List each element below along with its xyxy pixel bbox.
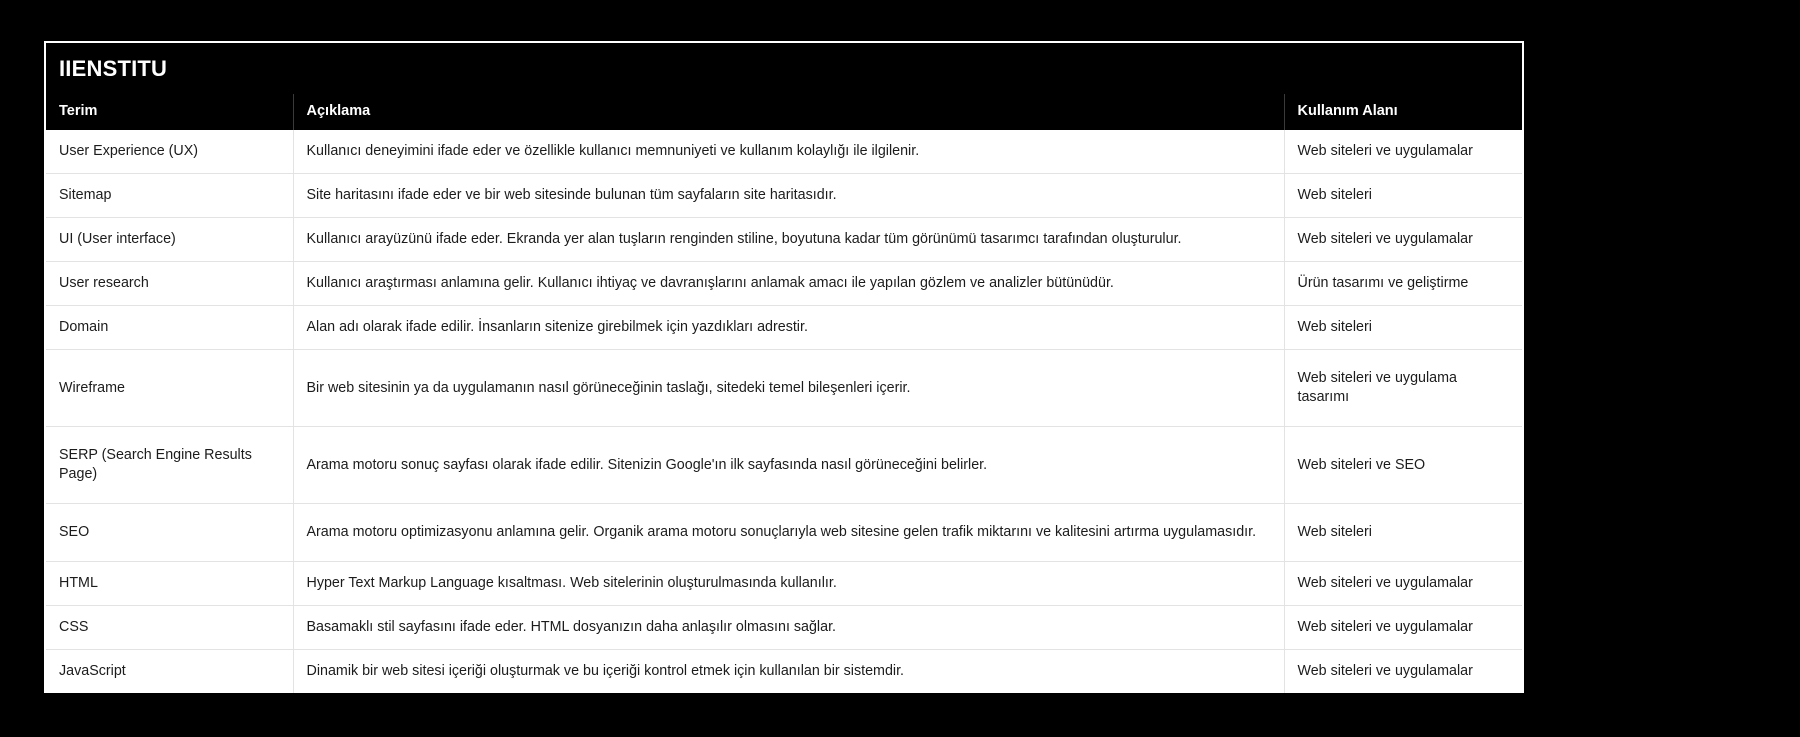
cell-description: Dinamik bir web sitesi içeriği oluşturmak ve bu içeriği kontrol etmek için kullanılan bir sistemdir. [293, 650, 1284, 694]
cell-description: Bir web sitesinin ya da uygulamanın nasıl görüneceğinin taslağı, sitedeki temel bileşenleri içerir. [293, 350, 1284, 427]
cell-term: UI (User interface) [46, 218, 293, 262]
table-row [46, 650, 1522, 694]
table-row [46, 427, 1522, 504]
cell-term: JavaScript [46, 650, 293, 694]
cell-description: Site haritasını ifade eder ve bir web sitesinde bulunan tüm sayfaların site haritasıdır. [293, 174, 1284, 218]
table-row [46, 606, 1522, 650]
cell-term: SERP (Search Engine Results Page) [46, 427, 293, 504]
table-header [46, 94, 1522, 130]
table-row [46, 562, 1522, 606]
table-row [46, 504, 1522, 562]
cell-term: CSS [46, 606, 293, 650]
cell-description: Alan adı olarak ifade edilir. İnsanların sitenize girebilmek için yazdıkları adrestir. [293, 306, 1284, 350]
cell-area: Web siteleri ve uygulamalar [1284, 218, 1522, 262]
cell-area: Web siteleri ve uygulama tasarımı [1284, 350, 1522, 427]
cell-term: Sitemap [46, 174, 293, 218]
cell-term: SEO [46, 504, 293, 562]
brand-header [46, 43, 1522, 94]
cell-term: User Experience (UX) [46, 130, 293, 174]
cell-term: Wireframe [46, 350, 293, 427]
cell-description: Kullanıcı deneyimini ifade eder ve özellikle kullanıcı memnuniyeti ve kullanım kolaylığı ile ilgilenir. [293, 130, 1284, 174]
table-row [46, 350, 1522, 427]
cell-description: Basamaklı stil sayfasını ifade eder. HTML dosyanızın daha anlaşılır olmasını sağlar. [293, 606, 1284, 650]
glossary-table [46, 94, 1522, 693]
cell-area: Web siteleri ve uygulamalar [1284, 650, 1522, 694]
cell-area: Web siteleri ve uygulamalar [1284, 562, 1522, 606]
glossary-card [44, 41, 1524, 693]
cell-description: Hyper Text Markup Language kısaltması. Web sitelerinin oluşturulmasında kullanılır. [293, 562, 1284, 606]
table-row [46, 174, 1522, 218]
cell-description: Kullanıcı arayüzünü ifade eder. Ekranda yer alan tuşların renginden stiline, boyutuna kadar tüm görünümü tasarımcı tarafından oluşturulur. [293, 218, 1284, 262]
column-header-term: Terim [46, 94, 293, 130]
cell-term: Domain [46, 306, 293, 350]
page-title: IIENSTITU [59, 56, 168, 81]
cell-area: Ürün tasarımı ve geliştirme [1284, 262, 1522, 306]
cell-area: Web siteleri [1284, 174, 1522, 218]
cell-area: Web siteleri [1284, 306, 1522, 350]
cell-description: Kullanıcı araştırması anlamına gelir. Kullanıcı ihtiyaç ve davranışlarını anlamak amacı ile yapılan gözlem ve analizler bütünüdür. [293, 262, 1284, 306]
table-row [46, 262, 1522, 306]
cell-term: HTML [46, 562, 293, 606]
cell-area: Web siteleri ve SEO [1284, 427, 1522, 504]
table-row [46, 218, 1522, 262]
table-row [46, 306, 1522, 350]
table-header-row [46, 94, 1522, 130]
table-row [46, 130, 1522, 174]
cell-area: Web siteleri ve uygulamalar [1284, 606, 1522, 650]
cell-area: Web siteleri ve uygulamalar [1284, 130, 1522, 174]
table-body [46, 130, 1522, 693]
cell-term: User research [46, 262, 293, 306]
cell-area: Web siteleri [1284, 504, 1522, 562]
cell-description: Arama motoru sonuç sayfası olarak ifade edilir. Sitenizin Google'ın ilk sayfasında nasıl görüneceğini belirler. [293, 427, 1284, 504]
column-header-area: Kullanım Alanı [1284, 94, 1522, 130]
cell-description: Arama motoru optimizasyonu anlamına gelir. Organik arama motoru sonuçlarıyla web sitesine gelen trafik miktarını ve kalitesini artırma uygulamasıdır. [293, 504, 1284, 562]
column-header-description: Açıklama [293, 94, 1284, 130]
